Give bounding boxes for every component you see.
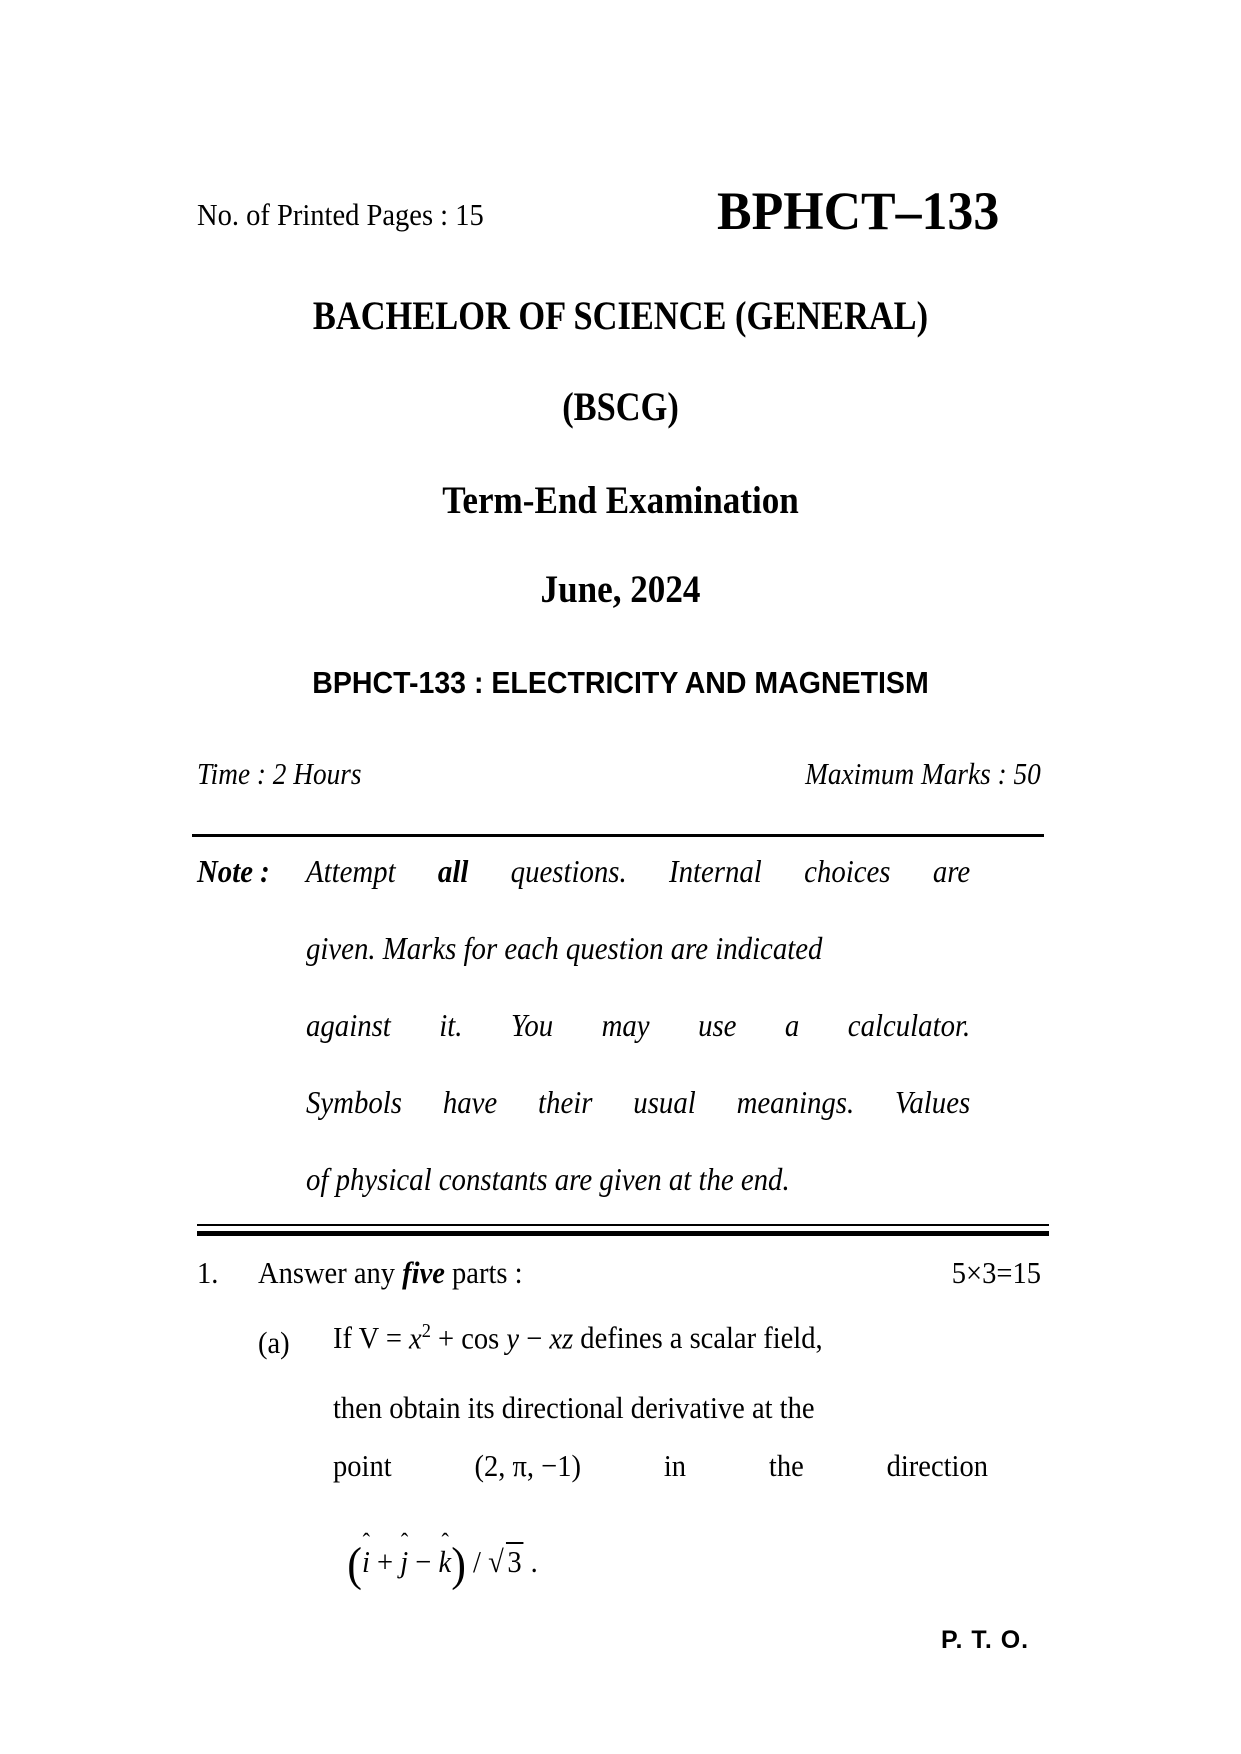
degree-abbreviation: (BSCG)	[562, 384, 679, 429]
exam-date: June, 2024	[540, 568, 701, 611]
note-word: meanings.	[736, 1084, 855, 1120]
please-turn-over: P. T. O.	[941, 1626, 1030, 1654]
note-line-2: given. Marks for each question are indicated	[306, 930, 823, 966]
part-a-line-1	[333, 1320, 988, 1356]
direction-vector	[333, 1505, 988, 1589]
open-paren: (	[347, 1538, 362, 1591]
question-number: 1.	[197, 1255, 219, 1290]
note-line-1	[306, 853, 970, 890]
divide-sign: /	[465, 1544, 489, 1580]
note-line-5: of physical constants are given at the end.	[306, 1161, 790, 1197]
question-text-emphasis: five	[402, 1255, 445, 1290]
horizontal-rule	[192, 834, 1044, 837]
math-exponent: 2	[421, 1320, 431, 1342]
note-word: a	[784, 1007, 800, 1043]
note-line-4	[306, 1084, 970, 1121]
question-text-before: Answer any	[258, 1255, 403, 1290]
exam-type: Term-End Examination	[442, 479, 799, 522]
part-a-line-2: then obtain its directional derivative at the	[333, 1390, 815, 1425]
math-plus-cos: + cos	[430, 1320, 507, 1356]
note-word: their	[538, 1084, 593, 1120]
math-minus: −	[519, 1320, 550, 1356]
part-a-word: in	[663, 1448, 687, 1483]
part-a-word: direction	[886, 1448, 988, 1483]
printed-pages-count: No. of Printed Pages : 15	[197, 197, 484, 232]
note-label: Note :	[197, 853, 270, 889]
note-word: choices	[804, 853, 891, 889]
plus-sign: +	[369, 1544, 401, 1580]
sqrt-argument: 3	[507, 1544, 522, 1580]
course-code-heading: BPHCT–133	[717, 181, 1000, 241]
exam-duration: Time : 2 Hours	[197, 756, 362, 791]
close-paren: )	[451, 1538, 466, 1591]
double-rule-thick	[197, 1231, 1049, 1236]
question-instruction	[258, 1255, 523, 1291]
unit-vector-j: ˆ j	[400, 1544, 408, 1580]
part-a-prefix: If V =	[333, 1320, 410, 1356]
note-word: Attempt	[306, 853, 396, 889]
math-var-x: x	[409, 1320, 422, 1356]
note-word: You	[510, 1007, 554, 1043]
part-a-line-3	[333, 1448, 988, 1484]
sqrt-icon: √	[488, 1544, 504, 1580]
part-a-word: point	[333, 1448, 392, 1483]
unit-vector-i: ˆ i	[362, 1544, 370, 1580]
question-marks: 5×3=15	[951, 1255, 1041, 1290]
note-word: against	[306, 1007, 391, 1043]
course-title: BPHCT-133 : ELECTRICITY AND MAGNETISM	[312, 665, 929, 700]
maximum-marks: Maximum Marks : 50	[805, 756, 1041, 791]
minus-sign: −	[408, 1544, 439, 1580]
note-word: are	[932, 853, 971, 889]
note-word: usual	[633, 1084, 696, 1120]
note-word: questions.	[510, 853, 627, 889]
note-word: Values	[895, 1084, 971, 1120]
degree-title: BACHELOR OF SCIENCE (GENERAL)	[312, 293, 929, 338]
note-word: use	[698, 1007, 737, 1043]
question-text-after: parts :	[444, 1255, 523, 1290]
note-word: may	[601, 1007, 650, 1043]
point-coordinates: (2, π, −1)	[474, 1448, 582, 1483]
part-a-suffix: defines a scalar field,	[573, 1320, 823, 1356]
note-line-3	[306, 1007, 970, 1044]
note-word: Symbols	[306, 1084, 402, 1120]
note-word: Internal	[669, 853, 762, 889]
part-a-word: the	[768, 1448, 804, 1483]
note-word: calculator.	[847, 1007, 971, 1043]
sentence-end: .	[523, 1544, 538, 1580]
math-var-xz: xz	[549, 1320, 574, 1356]
note-word: have	[442, 1084, 498, 1120]
math-expression	[409, 1320, 573, 1356]
math-var-y: y	[506, 1320, 520, 1356]
part-label: (a)	[258, 1325, 290, 1360]
unit-vector-k: ˆ k	[439, 1544, 452, 1580]
note-word: it.	[439, 1007, 463, 1043]
double-rule-thin	[197, 1224, 1049, 1226]
note-word-emphasis: all	[437, 853, 469, 889]
